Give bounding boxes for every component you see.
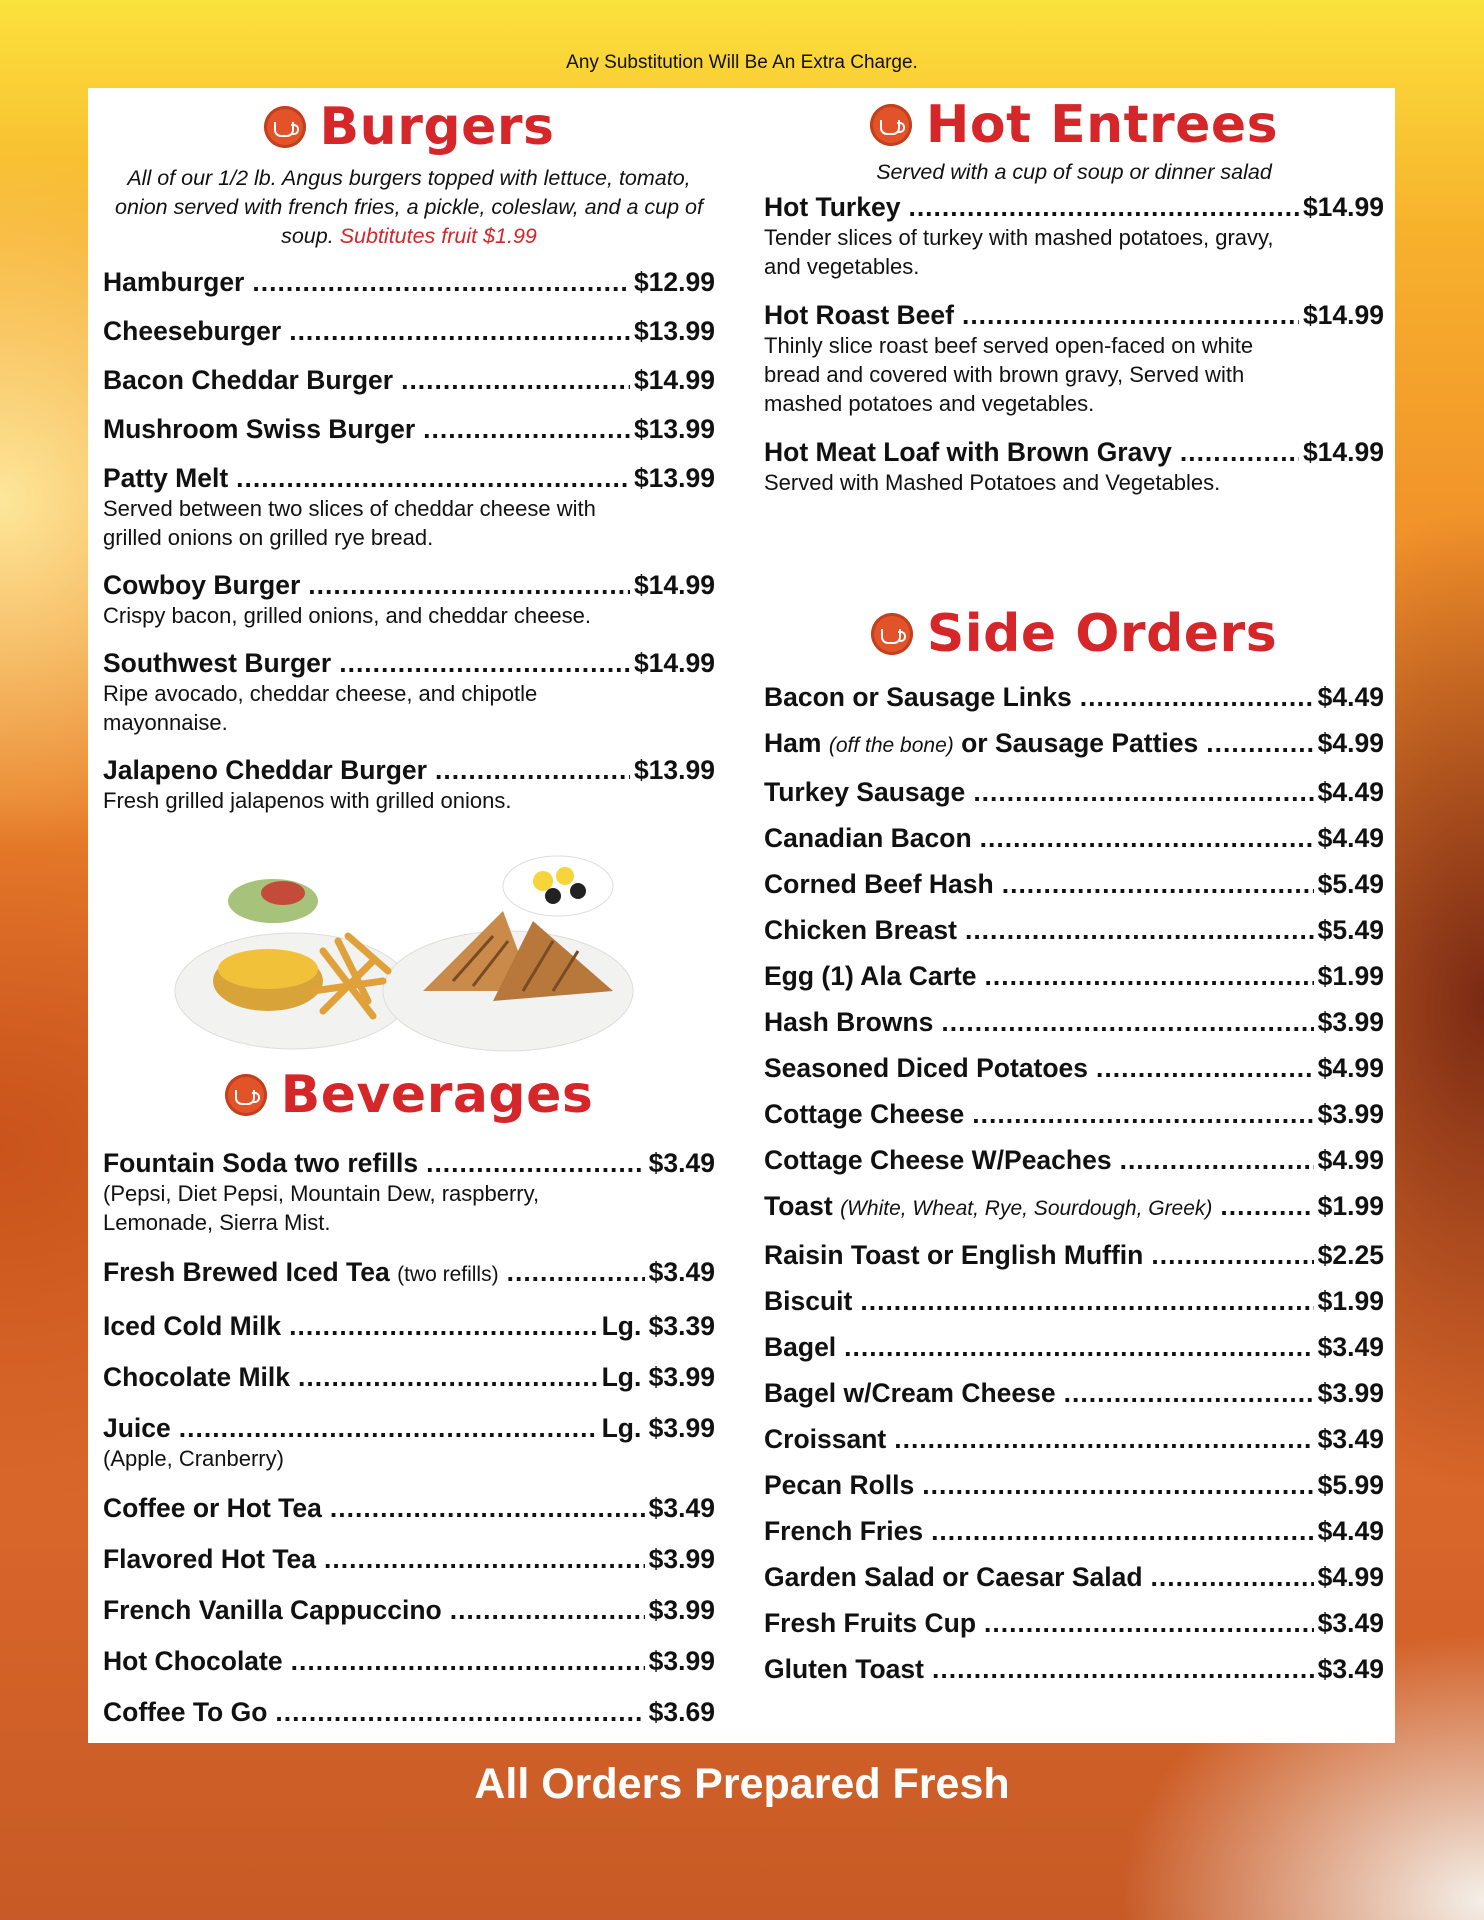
menu-item-row (103, 1361, 715, 1393)
leader-dots (275, 1696, 644, 1728)
leader-dots (426, 1147, 645, 1179)
menu-item-price: $4.49 (1317, 823, 1384, 853)
menu-item-name (103, 413, 415, 445)
menu-item-row (764, 822, 1384, 854)
menu-item (764, 1006, 1384, 1038)
leader-dots (324, 1543, 645, 1575)
menu-item-price: $14.99 (633, 570, 715, 600)
item-name-text: Seasoned Diced Potatoes (764, 1053, 1088, 1083)
menu-item-row (764, 776, 1384, 808)
menu-item-price: $3.69 (648, 1697, 715, 1727)
item-name-text: Cowboy Burger (103, 570, 301, 600)
menu-item-row (103, 462, 715, 494)
menu-item-price: $1.99 (1317, 1286, 1384, 1316)
menu-item (103, 1310, 715, 1342)
item-name-text: Coffee or Hot Tea (103, 1493, 322, 1523)
menu-item-name (103, 1696, 267, 1728)
menu-item-row (103, 1696, 715, 1728)
menu-item-price: $1.99 (1317, 1191, 1384, 1221)
leader-dots (894, 1423, 1313, 1455)
menu-item-price: $2.25 (1317, 1240, 1384, 1270)
menu-item-name (103, 1256, 499, 1291)
item-name-text: Gluten Toast (764, 1654, 924, 1684)
menu-item (764, 1239, 1384, 1271)
menu-item-price: $14.99 (1302, 437, 1384, 467)
leader-dots (844, 1331, 1314, 1363)
menu-item (764, 299, 1384, 418)
item-name-text: Flavored Hot Tea (103, 1544, 317, 1574)
menu-item-price: $3.49 (648, 1148, 715, 1178)
menu-item (764, 1052, 1384, 1084)
menu-item-row (764, 914, 1384, 946)
menu-item-row (103, 413, 715, 445)
substitute-fruit-note: Subtitutes fruit $1.99 (339, 224, 537, 248)
menu-item-name (764, 1653, 924, 1685)
menu-item (103, 364, 715, 396)
menu-item (764, 1190, 1384, 1225)
menu-item-price: $1.99 (1317, 961, 1384, 991)
menu-item-row (764, 1423, 1384, 1455)
menu-item-price: $3.99 (1317, 1378, 1384, 1408)
item-name-text: Hamburger (103, 267, 245, 297)
menu-item (764, 1285, 1384, 1317)
menu-item-row (764, 436, 1384, 468)
menu-item-row (103, 266, 715, 298)
menu-item (764, 1469, 1384, 1501)
menu-item-price: $12.99 (633, 267, 715, 297)
leader-dots (973, 776, 1313, 808)
leader-dots (289, 1310, 597, 1342)
leader-dots (908, 191, 1298, 223)
hot-entrees-header (764, 92, 1384, 158)
menu-item (764, 960, 1384, 992)
menu-item-description: Fresh grilled jalapenos with grilled onions. (103, 788, 512, 813)
menu-item-name (103, 569, 300, 601)
menu-item (103, 1256, 715, 1291)
menu-item-name (764, 1377, 1056, 1409)
menu-item-row (103, 1594, 715, 1626)
menu-item (764, 1607, 1384, 1639)
leader-dots (932, 1653, 1314, 1685)
menu-item (764, 436, 1384, 497)
leader-dots (965, 914, 1314, 946)
leader-dots (308, 569, 630, 601)
menu-item-row (764, 1285, 1384, 1317)
menu-item (764, 1144, 1384, 1176)
item-note: (off the bone) (828, 734, 954, 757)
menu-item-description: Served between two slices of cheddar cheese with grilled onions on grilled rye bread. (103, 496, 596, 550)
menu-item-price: $3.49 (1317, 1608, 1384, 1638)
menu-item (764, 822, 1384, 854)
menu-item-price: $3.49 (1317, 1332, 1384, 1362)
menu-item (764, 1098, 1384, 1130)
leader-dots (1080, 681, 1314, 713)
item-name-text: Biscuit (764, 1286, 853, 1316)
menu-item-name (103, 1492, 322, 1524)
menu-item-name (764, 1607, 976, 1639)
menu-item-name (764, 1006, 933, 1038)
menu-item-description: Crispy bacon, grilled onions, and cheddar cheese. (103, 603, 591, 628)
menu-item-name (103, 266, 244, 298)
item-name-text: Bagel (764, 1332, 837, 1362)
menu-item (103, 413, 715, 445)
menu-item-row (764, 960, 1384, 992)
leader-dots (1064, 1377, 1314, 1409)
menu-item-price: $3.99 (648, 1595, 715, 1625)
menu-item (764, 727, 1384, 762)
menu-item-price: $4.99 (1317, 1145, 1384, 1175)
menu-item-price: $5.49 (1317, 915, 1384, 945)
leader-dots (1120, 1144, 1314, 1176)
menu-item (103, 1645, 715, 1677)
menu-item-price: Lg. $3.99 (601, 1362, 715, 1392)
item-name-text: Toast (764, 1191, 833, 1221)
menu-item-name (764, 776, 965, 808)
item-name-text: Mushroom Swiss Burger (103, 414, 416, 444)
leader-dots (423, 413, 630, 445)
menu-item (103, 1412, 715, 1473)
item-name-text: Hash Browns (764, 1007, 934, 1037)
menu-item-name (103, 315, 281, 347)
menu-item-row (103, 754, 715, 786)
menu-item (764, 1515, 1384, 1547)
menu-item-price: $13.99 (633, 316, 715, 346)
item-name-text: Bacon Cheddar Burger (103, 365, 394, 395)
item-name-text: Coffee To Go (103, 1697, 268, 1727)
item-name-text: Iced Cold Milk (103, 1311, 282, 1341)
item-note: (White, Wheat, Rye, Sourdough, Greek) (840, 1197, 1213, 1220)
item-name-text: French Vanilla Cappuccino (103, 1595, 442, 1625)
menu-item (103, 1543, 715, 1575)
menu-item-row (764, 1653, 1384, 1685)
menu-item-row (103, 1543, 715, 1575)
leader-dots (985, 960, 1314, 992)
item-name-text: Jalapeno Cheddar Burger (103, 755, 427, 785)
menu-item-row (764, 1331, 1384, 1363)
menu-item-row (764, 1190, 1384, 1225)
leader-dots (330, 1492, 645, 1524)
item-name-text: Pecan Rolls (764, 1470, 915, 1500)
burgers-header (103, 94, 715, 160)
menu-item-row (103, 315, 715, 347)
menu-item (764, 191, 1384, 281)
leader-dots (298, 1361, 598, 1393)
item-name-text: Hot Chocolate (103, 1646, 283, 1676)
left-column (103, 88, 715, 1728)
menu-item-name (764, 1469, 914, 1501)
menu-item-row (103, 1412, 715, 1444)
side-orders-header (764, 601, 1384, 667)
menu-item-name (764, 727, 1198, 762)
menu-item-row (764, 299, 1384, 331)
item-name-text: Fresh Fruits Cup (764, 1608, 977, 1638)
burgers-intro: All of our 1/2 lb. Angus burgers topped with lettuce, tomato, onion served with french fries, a pickle, coleslaw, and a cup of soup. Subtitutes fruit $1.99 (115, 166, 703, 248)
item-name-text: Canadian Bacon (764, 823, 972, 853)
menu-item-row (103, 1492, 715, 1524)
menu-item-name (764, 822, 972, 854)
menu-item-name (764, 1144, 1112, 1176)
menu-item-row (764, 1515, 1384, 1547)
menu-item (764, 1331, 1384, 1363)
menu-item (103, 1147, 715, 1237)
menu-item-price: $3.49 (1317, 1654, 1384, 1684)
menu-item-row (103, 569, 715, 601)
leader-dots (1096, 1052, 1314, 1084)
menu-item-name (103, 1645, 283, 1677)
leader-dots (1180, 436, 1299, 468)
item-name-text: Chicken Breast (764, 915, 957, 945)
item-name-text: Cottage Cheese W/Peaches (764, 1145, 1112, 1175)
leader-dots (1220, 1190, 1313, 1222)
menu-item-price: $5.49 (1317, 869, 1384, 899)
burgers-list (103, 266, 715, 815)
menu-item-description: Tender slices of turkey with mashed potatoes, gravy, and vegetables. (764, 225, 1274, 279)
menu-item (103, 315, 715, 347)
menu-item-row (764, 681, 1384, 713)
menu-item (764, 1561, 1384, 1593)
item-name-text: Fountain Soda two refills (103, 1148, 419, 1178)
menu-item-description: (Apple, Cranberry) (103, 1446, 284, 1471)
menu-item-row (764, 1377, 1384, 1409)
menu-item-row (103, 364, 715, 396)
menu-item (103, 647, 715, 737)
leader-dots (984, 1607, 1314, 1639)
menu-panel (88, 88, 1395, 1743)
item-name-text: Raisin Toast or English Muffin (764, 1240, 1144, 1270)
beverages-title: Beverages (280, 1065, 594, 1125)
menu-item-price: $3.49 (648, 1257, 715, 1287)
coffee-cup-icon (264, 106, 306, 148)
beverages-header (103, 1062, 715, 1128)
menu-item (103, 569, 715, 630)
item-name-text: Turkey Sausage (764, 777, 966, 807)
leader-dots (435, 754, 630, 786)
menu-item-name (764, 1285, 852, 1317)
menu-item-name (764, 868, 994, 900)
hot-entrees-list (764, 191, 1384, 497)
item-name-text: Juice (103, 1413, 171, 1443)
item-name-text: Bacon or Sausage Links (764, 682, 1072, 712)
menu-item-price: $3.49 (1317, 1424, 1384, 1454)
beverages-list (103, 1147, 715, 1728)
menu-item (764, 868, 1384, 900)
menu-item-price: $4.49 (1317, 682, 1384, 712)
menu-item-name (764, 1515, 923, 1547)
coffee-cup-icon (870, 104, 912, 146)
menu-item-row (103, 1310, 715, 1342)
leader-dots (980, 822, 1314, 854)
item-name-text: French Fries (764, 1516, 924, 1546)
menu-item-name (103, 754, 427, 786)
menu-item-row (103, 647, 715, 679)
menu-item (103, 462, 715, 552)
menu-item-price: $14.99 (633, 648, 715, 678)
item-name-text: Cottage Cheese (764, 1099, 965, 1129)
menu-item-price: $13.99 (633, 414, 715, 444)
menu-item-description: Thinly slice roast beef served open-faced on white bread and covered with brown gravy, Served with mashed potatoes and vegetables. (764, 333, 1254, 416)
menu-item-row (764, 1239, 1384, 1271)
menu-item-price: $14.99 (633, 365, 715, 395)
menu-item-name (103, 1412, 171, 1444)
menu-item-description: Served with Mashed Potatoes and Vegetables. (764, 470, 1221, 495)
menu-item-description: (Pepsi, Diet Pepsi, Mountain Dew, raspberry, Lemonade, Sierra Mist. (103, 1181, 540, 1235)
leader-dots (252, 266, 630, 298)
leader-dots (922, 1469, 1313, 1501)
food-photo (173, 841, 653, 1061)
item-name-text: Hot Turkey (764, 192, 901, 222)
menu-item-name (103, 1594, 442, 1626)
menu-item (103, 1492, 715, 1524)
menu-item-row (764, 1144, 1384, 1176)
item-name-text: Croissant (764, 1424, 887, 1454)
leader-dots (507, 1256, 645, 1288)
leader-dots (1002, 868, 1314, 900)
menu-item-price: $3.99 (648, 1646, 715, 1676)
menu-item-name (103, 1310, 281, 1342)
burgers-title: Burgers (319, 97, 555, 157)
menu-item-name (764, 1098, 964, 1130)
menu-item-row (103, 1645, 715, 1677)
menu-item-name (103, 364, 393, 396)
menu-item (103, 266, 715, 298)
menu-item-price: Lg. $3.99 (601, 1413, 715, 1443)
menu-item (103, 754, 715, 815)
menu-item (764, 914, 1384, 946)
menu-item-row (764, 1469, 1384, 1501)
menu-item (764, 776, 1384, 808)
right-column (764, 88, 1384, 1685)
menu-item-row (764, 1561, 1384, 1593)
menu-item-name (764, 1239, 1143, 1271)
menu-item (764, 1653, 1384, 1685)
menu-item-row (764, 868, 1384, 900)
menu-item-name (103, 1147, 418, 1179)
hot-entrees-intro: Served with a cup of soup or dinner salad (876, 160, 1272, 184)
menu-item-price: $4.99 (1317, 1562, 1384, 1592)
menu-item-price: $4.49 (1317, 1516, 1384, 1546)
leader-dots (236, 462, 630, 494)
side-orders-list (764, 681, 1384, 1685)
menu-item-row (764, 1607, 1384, 1639)
leader-dots (179, 1412, 598, 1444)
item-note: (two refills) (397, 1263, 499, 1286)
coffee-cup-icon (225, 1074, 267, 1116)
menu-item-name (764, 1052, 1088, 1084)
item-name-tail: or Sausage Patties (961, 728, 1199, 758)
leader-dots (962, 299, 1299, 331)
leader-dots (860, 1285, 1313, 1317)
menu-item (103, 1594, 715, 1626)
leader-dots (1151, 1239, 1313, 1271)
menu-item-price: $13.99 (633, 463, 715, 493)
menu-item-name (764, 1190, 1212, 1225)
menu-item-price: $13.99 (633, 755, 715, 785)
leader-dots (1151, 1561, 1314, 1593)
menu-item-price: $5.99 (1317, 1470, 1384, 1500)
leader-dots (339, 647, 630, 679)
menu-item-name (764, 436, 1172, 468)
leader-dots (941, 1006, 1313, 1038)
footer-tagline: All Orders Prepared Fresh (474, 1760, 1010, 1808)
leader-dots (289, 315, 630, 347)
menu-item-description: Ripe avocado, cheddar cheese, and chipotle mayonnaise. (103, 681, 538, 735)
menu-item-name (764, 914, 957, 946)
item-name-text: Garden Salad or Caesar Salad (764, 1562, 1143, 1592)
menu-item-price: $14.99 (1302, 192, 1384, 222)
menu-item-price: $3.49 (648, 1493, 715, 1523)
menu-item-name (764, 1331, 836, 1363)
menu-item-name (764, 191, 900, 223)
menu-item-name (103, 1361, 290, 1393)
item-name-text: Hot Roast Beef (764, 300, 954, 330)
menu-item (103, 1696, 715, 1728)
item-name-text: Patty Melt (103, 463, 229, 493)
menu-item-row (764, 727, 1384, 762)
menu-item-name (764, 299, 954, 331)
item-name-text: Corned Beef Hash (764, 869, 994, 899)
menu-item-price: $3.99 (1317, 1007, 1384, 1037)
menu-item-price: $3.99 (648, 1544, 715, 1574)
menu-item-row (764, 1052, 1384, 1084)
item-name-text: Cheeseburger (103, 316, 282, 346)
leader-dots (291, 1645, 645, 1677)
item-name-text: Southwest Burger (103, 648, 332, 678)
menu-item-name (103, 1543, 316, 1575)
leader-dots (1206, 727, 1313, 759)
menu-item-price: Lg. $3.39 (601, 1311, 715, 1341)
menu-item-name (764, 960, 977, 992)
menu-item-row (103, 1147, 715, 1179)
side-orders-title: Side Orders (926, 604, 1278, 664)
menu-item-price: $14.99 (1302, 300, 1384, 330)
leader-dots (931, 1515, 1314, 1547)
menu-item-name (103, 462, 228, 494)
leader-dots (401, 364, 630, 396)
menu-item-row (764, 1098, 1384, 1130)
menu-item-row (764, 1006, 1384, 1038)
item-name-text: Bagel w/Cream Cheese (764, 1378, 1056, 1408)
hot-entrees-title: Hot Entrees (925, 95, 1279, 155)
item-name-text: Chocolate Milk (103, 1362, 291, 1392)
item-name-text: Ham (764, 728, 822, 758)
menu-item-row (764, 191, 1384, 223)
menu-item-name (764, 1561, 1143, 1593)
menu-item-price: $4.99 (1317, 728, 1384, 758)
menu-item-name (764, 681, 1072, 713)
menu-item (764, 681, 1384, 713)
menu-item-price: $4.49 (1317, 777, 1384, 807)
menu-item-price: $3.99 (1317, 1099, 1384, 1129)
menu-item (764, 1377, 1384, 1409)
coffee-cup-icon (871, 613, 913, 655)
substitution-note: Any Substitution Will Be An Extra Charge. (566, 52, 918, 73)
menu-item (764, 1423, 1384, 1455)
menu-item-price: $4.99 (1317, 1053, 1384, 1083)
menu-item-name (764, 1423, 886, 1455)
menu-item (103, 1361, 715, 1393)
item-name-text: Egg (1) Ala Carte (764, 961, 977, 991)
menu-item-row (103, 1256, 715, 1291)
leader-dots (450, 1594, 645, 1626)
item-name-text: Fresh Brewed Iced Tea (103, 1257, 390, 1287)
leader-dots (972, 1098, 1313, 1130)
menu-item-name (103, 647, 331, 679)
item-name-text: Hot Meat Loaf with Brown Gravy (764, 437, 1172, 467)
